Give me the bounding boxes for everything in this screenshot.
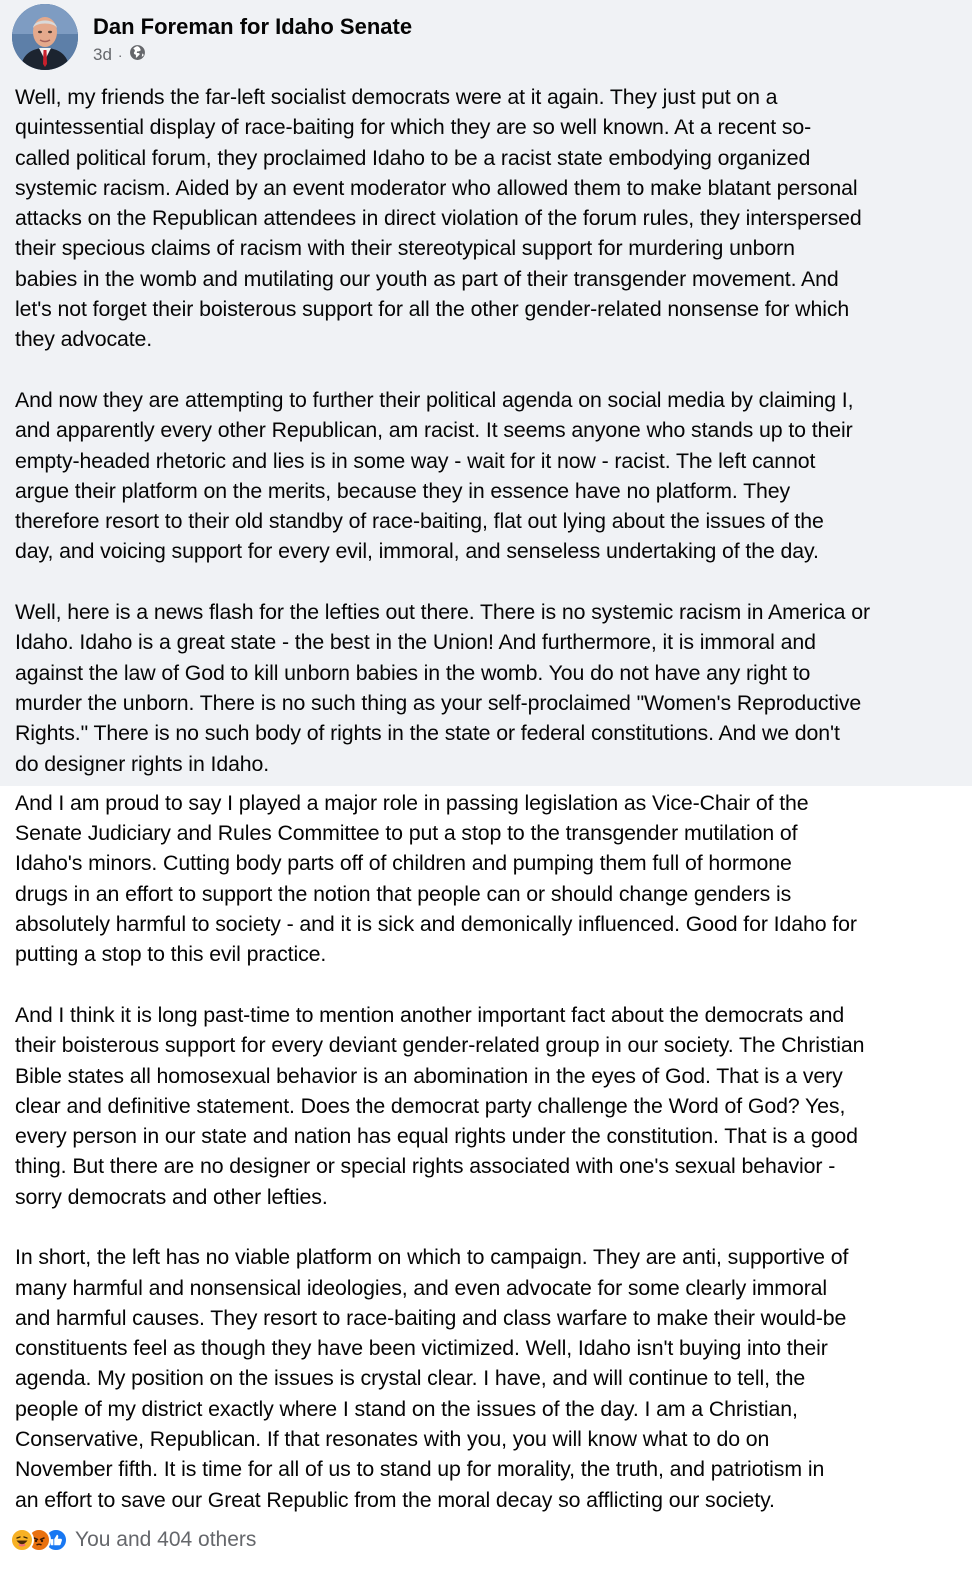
post-paragraph-5: And I think it is long past-time to mention another important fact about the democrats and their boisterous support for every deviant gender-related group in our society. The Christian Bible states all homosexual behavior is an abomination in the eyes of God. That is a very clear and definitive statement. Does the democrat party challenge the Word of God? Yes, every person in our state and nation has equal rights under the constitution. That is a good thing. But there are no designer or special rights associated with one's sexual behavior - sorry democrats and other lefties. [15,1002,865,1209]
globe-icon[interactable] [129,44,146,66]
post-body [15,82,965,1515]
haha-icon [10,1528,34,1552]
post-paragraph-3: Well, here is a news flash for the lefties out there. There is no systemic racism in America or Idaho. Idaho is a great state - the best in the Union! And furthermore, it is immoral and against the law of God to kill unborn babies in the womb. You do not have any right to murder the unborn. There is no such thing as your self-proclaimed "Women's Reproductive Rights." There is no such body of rights in the state or federal constitutions. And we don't do designer rights in Idaho. [15,600,870,776]
meta-separator: · [117,47,123,63]
post-time[interactable]: 3d [93,45,112,64]
reactions-count[interactable]: You and 404 others [75,1528,257,1551]
profile-photo [12,4,78,70]
reaction-icons[interactable] [10,1528,61,1552]
post-meta [93,44,146,66]
post-paragraph-2: And now they are attempting to further their political agenda on social media by claiming I, and apparently every other Republican, am racist. It seems anyone who stands up to their empty-headed rhetoric and lies is in some way - wait for it now - racist. The left cannot argue their platform on the merits, because they in essence have no platform. They therefore resort to their old standby of race-baiting, flat out lying about the issues of the day, and voicing support for every evil, immoral, and senseless undertaking of the day. [15,387,854,564]
post-header [12,4,912,70]
post-paragraph-1: Well, my friends the far-left socialist democrats were at it again. They just put on a quintessential display of race-baiting for which they are so well known. At a recent so- called political forum, they proclaimed Idaho to be a racist state embodying organized systemic racism. Aided by an event moderator who allowed them to make blatant personal attacks on the Republican attendees in direct violation of the forum rules, they interspersed their specious claims of racism with their stereotypical support for murdering unborn babies in the womb and mutilating our youth as part of their transgender movement. And let's not forget their boisterous support for all the other gender-related nonsense for which they advocate. [15,85,862,352]
post-paragraph-4: And I am proud to say I played a major role in passing legislation as Vice-Chair of the Senate Judiciary and Rules Committee to put a stop to the transgender mutilation of Idaho's minors. Cutting body parts off of children and pumping them full of hormone drugs in an effort to support the notion that people can or should change genders is absolutely harmful to society - and it is sick and demonically influenced. Good for Idaho for putting a stop to this evil practice. [15,790,857,967]
reactions-bar [10,1523,256,1557]
author-name[interactable]: Dan Foreman for Idaho Senate [93,14,413,39]
profile-avatar[interactable] [12,4,78,70]
post-paragraph-6: In short, the left has no viable platform on which to campaign. They are anti, supportive of many harmful and nonsensical ideologies, and even advocate for some clearly immoral and harmful causes. They resort to race-baiting and class warfare to make their would-be constituents feel as though they have been victimized. Well, Idaho isn't buying into their agenda. My position on the issues is crystal clear. I have, and will continue to tell, the people of my district exactly where I stand on the issues of the day. I am a Christian, Conservative, Republican. If that resonates with you, you will know what to do on November fifth. It is time for all of us to stand up for morality, the truth, and patriotism in an effort to save our Great Republic from the moral decay so afflicting our society. [15,1245,849,1512]
